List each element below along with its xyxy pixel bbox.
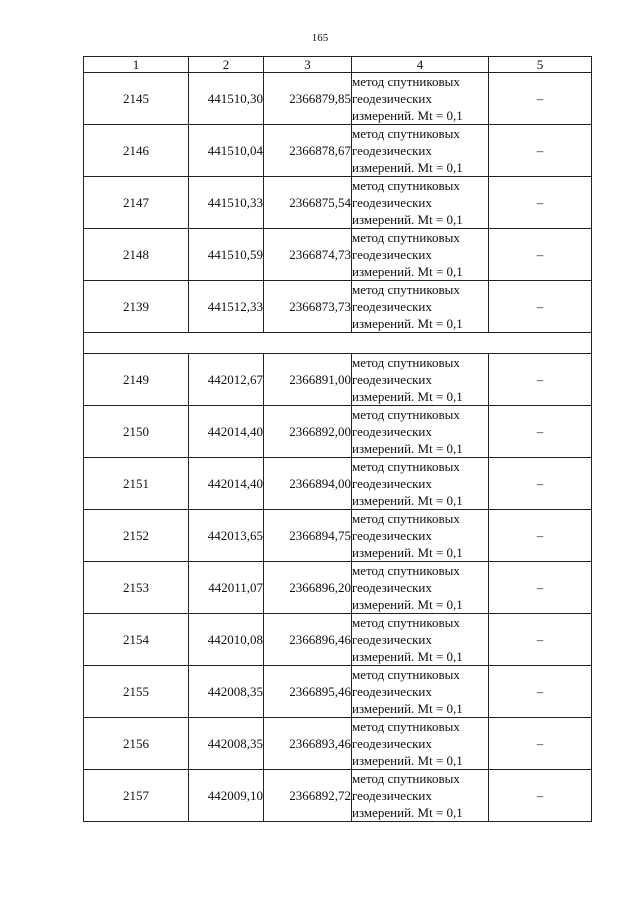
- method-line: измерений. Mt = 0,1: [352, 649, 463, 664]
- note-cell: –: [489, 406, 592, 458]
- method-line: геодезических: [352, 632, 432, 647]
- method-line: метод спутниковых: [352, 126, 460, 141]
- point-number: 2154: [84, 614, 189, 666]
- method-line: геодезических: [352, 476, 432, 491]
- coordinate-y: 2366879,85: [264, 73, 352, 125]
- note-cell: –: [489, 177, 592, 229]
- method-line: измерений. Mt = 0,1: [352, 316, 463, 331]
- note-cell: –: [489, 666, 592, 718]
- page-number: 165: [311, 32, 329, 44]
- coordinate-x: 442009,10: [189, 770, 264, 822]
- table-row: [84, 177, 592, 229]
- note-cell: –: [489, 718, 592, 770]
- method-description: [352, 666, 489, 718]
- coordinate-x: 441512,33: [189, 281, 264, 333]
- method-line: геодезических: [352, 372, 432, 387]
- coordinate-x: 442014,40: [189, 458, 264, 510]
- coordinate-y: 2366891,00: [264, 354, 352, 406]
- point-number: 2152: [84, 510, 189, 562]
- method-description: [352, 510, 489, 562]
- method-line: измерений. Mt = 0,1: [352, 597, 463, 612]
- method-description: [352, 354, 489, 406]
- point-number: 2145: [84, 73, 189, 125]
- method-description: [352, 718, 489, 770]
- method-line: метод спутниковых: [352, 230, 460, 245]
- coordinate-x: 442014,40: [189, 406, 264, 458]
- method-line: метод спутниковых: [352, 407, 460, 422]
- table-header-row: [84, 57, 592, 73]
- note-cell: –: [489, 562, 592, 614]
- method-line: метод спутниковых: [352, 74, 460, 89]
- point-number: 2157: [84, 770, 189, 822]
- method-description: [352, 281, 489, 333]
- method-line: геодезических: [352, 195, 432, 210]
- coordinate-x: 442011,07: [189, 562, 264, 614]
- method-line: геодезических: [352, 684, 432, 699]
- coordinate-y: 2366896,20: [264, 562, 352, 614]
- coordinate-y: 2366896,46: [264, 614, 352, 666]
- point-number: 2147: [84, 177, 189, 229]
- coordinate-y: 2366893,46: [264, 718, 352, 770]
- table-row: [84, 406, 592, 458]
- method-line: метод спутниковых: [352, 615, 460, 630]
- note-cell: –: [489, 125, 592, 177]
- table-row: [84, 458, 592, 510]
- method-line: геодезических: [352, 528, 432, 543]
- method-line: измерений. Mt = 0,1: [352, 805, 463, 820]
- method-line: измерений. Mt = 0,1: [352, 264, 463, 279]
- separator-cell: [84, 333, 592, 354]
- method-line: измерений. Mt = 0,1: [352, 160, 463, 175]
- coordinate-x: 442008,35: [189, 666, 264, 718]
- note-cell: –: [489, 510, 592, 562]
- table-row: [84, 562, 592, 614]
- method-line: измерений. Mt = 0,1: [352, 108, 463, 123]
- coordinates-table: [83, 56, 592, 822]
- table-row: [84, 73, 592, 125]
- coordinate-y: 2366875,54: [264, 177, 352, 229]
- point-number: 2139: [84, 281, 189, 333]
- coordinate-y: 2366892,00: [264, 406, 352, 458]
- method-line: метод спутниковых: [352, 719, 460, 734]
- method-description: [352, 177, 489, 229]
- coordinate-x: 442013,65: [189, 510, 264, 562]
- table-row: [84, 614, 592, 666]
- method-description: [352, 406, 489, 458]
- table-row: [84, 281, 592, 333]
- method-description: [352, 458, 489, 510]
- table-row: [84, 354, 592, 406]
- method-line: геодезических: [352, 143, 432, 158]
- method-line: геодезических: [352, 580, 432, 595]
- coordinate-y: 2366873,73: [264, 281, 352, 333]
- point-number: 2148: [84, 229, 189, 281]
- coordinate-x: 442010,08: [189, 614, 264, 666]
- method-line: геодезических: [352, 788, 432, 803]
- column-header-4: 4: [352, 57, 489, 73]
- method-line: метод спутниковых: [352, 355, 460, 370]
- coordinate-y: 2366878,67: [264, 125, 352, 177]
- method-line: измерений. Mt = 0,1: [352, 753, 463, 768]
- column-header-3: 3: [264, 57, 352, 73]
- coordinate-y: 2366895,46: [264, 666, 352, 718]
- method-line: измерений. Mt = 0,1: [352, 493, 463, 508]
- coordinate-x: 442012,67: [189, 354, 264, 406]
- coordinate-y: 2366874,73: [264, 229, 352, 281]
- point-number: 2151: [84, 458, 189, 510]
- method-line: геодезических: [352, 736, 432, 751]
- table-row: [84, 229, 592, 281]
- method-line: метод спутниковых: [352, 178, 460, 193]
- method-line: измерений. Mt = 0,1: [352, 389, 463, 404]
- table-row: [84, 125, 592, 177]
- method-line: метод спутниковых: [352, 459, 460, 474]
- method-description: [352, 229, 489, 281]
- point-number: 2150: [84, 406, 189, 458]
- coordinate-x: 441510,30: [189, 73, 264, 125]
- coordinate-x: 441510,59: [189, 229, 264, 281]
- point-number: 2155: [84, 666, 189, 718]
- note-cell: –: [489, 73, 592, 125]
- method-line: геодезических: [352, 91, 432, 106]
- column-header-5: 5: [489, 57, 592, 73]
- method-line: метод спутниковых: [352, 771, 460, 786]
- note-cell: –: [489, 458, 592, 510]
- note-cell: –: [489, 281, 592, 333]
- method-line: метод спутниковых: [352, 563, 460, 578]
- coordinate-x: 441510,04: [189, 125, 264, 177]
- method-line: геодезических: [352, 247, 432, 262]
- method-description: [352, 73, 489, 125]
- separator-row: [84, 333, 592, 354]
- method-line: измерений. Mt = 0,1: [352, 545, 463, 560]
- method-description: [352, 562, 489, 614]
- column-header-1: 1: [84, 57, 189, 73]
- coordinate-x: 442008,35: [189, 718, 264, 770]
- table-body: [84, 73, 592, 822]
- note-cell: –: [489, 614, 592, 666]
- note-cell: –: [489, 770, 592, 822]
- coordinate-y: 2366894,75: [264, 510, 352, 562]
- point-number: 2146: [84, 125, 189, 177]
- method-line: метод спутниковых: [352, 282, 460, 297]
- column-header-2: 2: [189, 57, 264, 73]
- table-row: [84, 666, 592, 718]
- coordinate-y: 2366894,00: [264, 458, 352, 510]
- point-number: 2149: [84, 354, 189, 406]
- coordinate-y: 2366892,72: [264, 770, 352, 822]
- table-row: [84, 770, 592, 822]
- coordinate-x: 441510,33: [189, 177, 264, 229]
- method-line: геодезических: [352, 299, 432, 314]
- method-line: измерений. Mt = 0,1: [352, 441, 463, 456]
- point-number: 2156: [84, 718, 189, 770]
- note-cell: –: [489, 229, 592, 281]
- method-description: [352, 125, 489, 177]
- method-line: геодезических: [352, 424, 432, 439]
- method-line: метод спутниковых: [352, 667, 460, 682]
- method-line: измерений. Mt = 0,1: [352, 212, 463, 227]
- method-line: метод спутниковых: [352, 511, 460, 526]
- point-number: 2153: [84, 562, 189, 614]
- table-row: [84, 510, 592, 562]
- method-description: [352, 770, 489, 822]
- method-line: измерений. Mt = 0,1: [352, 701, 463, 716]
- note-cell: –: [489, 354, 592, 406]
- method-description: [352, 614, 489, 666]
- table-row: [84, 718, 592, 770]
